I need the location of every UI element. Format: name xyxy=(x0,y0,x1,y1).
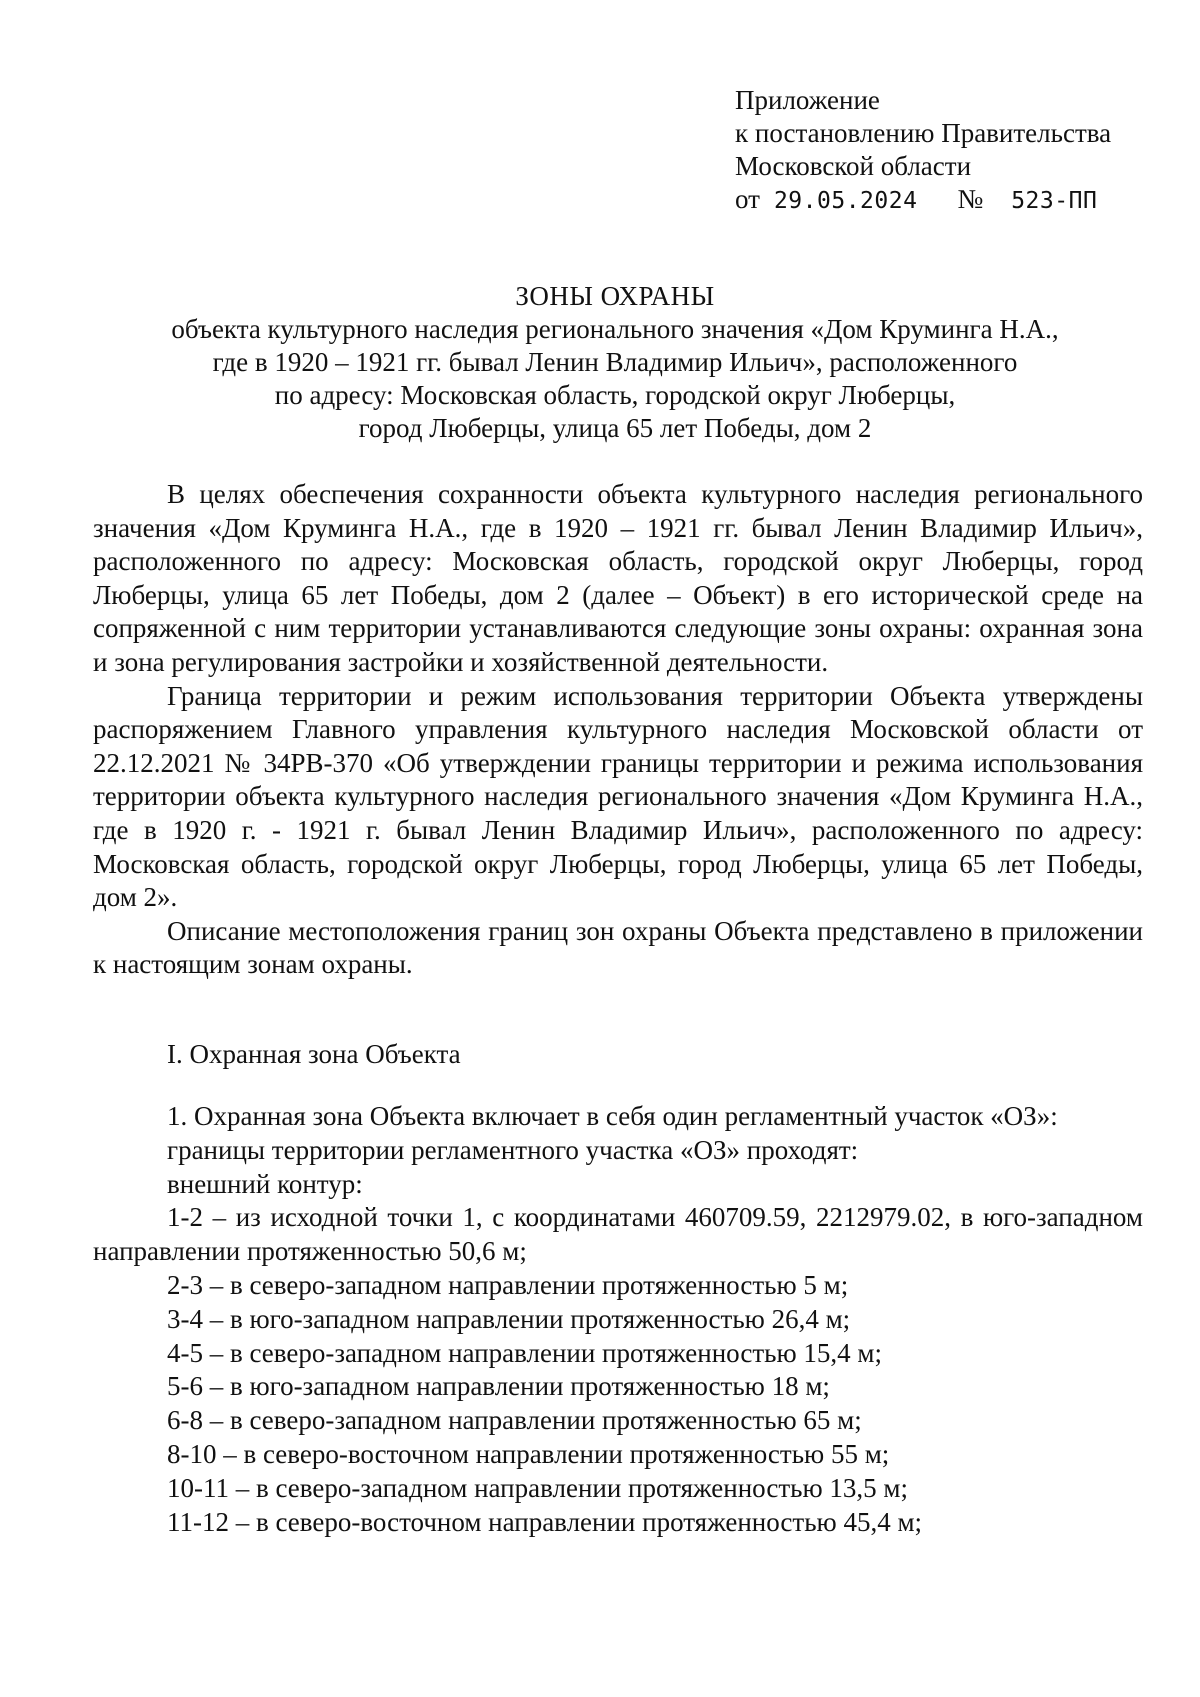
document-subtitle-line-2: где в 1920 – 1921 гг. бывал Ленин Владимир Ильич», расположенного xyxy=(212,347,1018,377)
appendix-line-1: Приложение xyxy=(735,85,880,115)
paragraph-territory: Граница территории и режим использования территории Объекта утверждены распоряжением Главного управления культурного наследия Московской области от 22.12.2021 № 34РВ-370 «Об утверждении границы территории и режима использования территории объекта культурного наследия регионального значения «Дом Круминга Н.А., где в 1920 г. - 1921 г. бывал Ленин Владимир Ильич», расположенного по адресу: Московская область, городской округ Люберцы, город Люберцы, улица 65 лет Победы, дом 2». xyxy=(93,680,1143,913)
document-title-block xyxy=(90,280,1140,445)
document-subtitle-line-3: по адресу: Московская область, городской округ Люберцы, xyxy=(274,380,956,410)
appendix-line-3: Московской области xyxy=(735,151,972,181)
boundaries-intro: границы территории регламентного участка «ОЗ» проходят: xyxy=(167,1134,859,1165)
appendix-date: 29.05.2024 xyxy=(773,188,918,214)
segment-item: 8-10 – в северо-восточном направлении протяженностью 55 м; xyxy=(167,1438,890,1469)
appendix-header xyxy=(735,84,1155,218)
section-body xyxy=(93,1100,1143,1539)
document-subtitle-line-4: город Люберцы, улица 65 лет Победы, дом 2 xyxy=(358,413,872,443)
contour-label: внешний контур: xyxy=(167,1168,363,1199)
section-heading: I. Охранная зона Объекта xyxy=(167,1039,461,1069)
appendix-date-line xyxy=(735,183,1155,218)
segment-item: 11-12 – в северо-восточном направлении протяженностью 45,4 м; xyxy=(167,1506,923,1537)
number-sign: № xyxy=(957,184,984,214)
segment-first: 1-2 – из исходной точки 1, с координатами 460709.59, 2212979.02, в юго-западном направлении протяженностью 50,6 м; xyxy=(93,1202,1143,1267)
segment-item: 6-8 – в северо-западном направлении протяженностью 65 м; xyxy=(167,1405,862,1436)
document-body xyxy=(93,478,1143,982)
segment-item: 2-3 – в северо-западном направлении протяженностью 5 м; xyxy=(167,1269,849,1300)
section-item-1: 1. Охранная зона Объекта включает в себя один регламентный участок «ОЗ»: xyxy=(167,1101,1058,1131)
document-subtitle-line-1: объекта культурного наследия регионального значения «Дом Круминга Н.А., xyxy=(171,314,1059,344)
segment-item: 3-4 – в юго-западном направлении протяженностью 26,4 м; xyxy=(167,1303,851,1334)
segment-item: 5-6 – в юго-западном направлении протяженностью 18 м; xyxy=(167,1371,830,1402)
document-title: ЗОНЫ ОХРАНЫ xyxy=(515,281,715,311)
paragraph-purpose: В целях обеспечения сохранности объекта культурного наследия регионального значения «Дом Круминга Н.А., где в 1920 – 1921 гг. бывал Ленин Владимир Ильич», расположенного по адресу: Московская область, городской округ Люберцы, город Люберцы, улица 65 лет Победы, дом 2 (далее – Объект) в его исторической среде на сопряженной с ним территории устанавливаются следующие зоны охраны: охранная зона и зона регулирования застройки и хозяйственной деятельности. xyxy=(93,479,1143,677)
segment-item: 10-11 – в северо-западном направлении протяженностью 13,5 м; xyxy=(167,1472,908,1503)
appendix-number: 523-ПП xyxy=(1011,188,1098,214)
segment-item: 4-5 – в северо-западном направлении протяженностью 15,4 м; xyxy=(167,1337,882,1368)
appendix-line-2: к постановлению Правительства xyxy=(735,118,1112,148)
from-label: от xyxy=(735,184,760,214)
paragraph-description: Описание местоположения границ зон охраны Объекта представлено в приложении к настоящим зонам охраны. xyxy=(93,915,1143,980)
